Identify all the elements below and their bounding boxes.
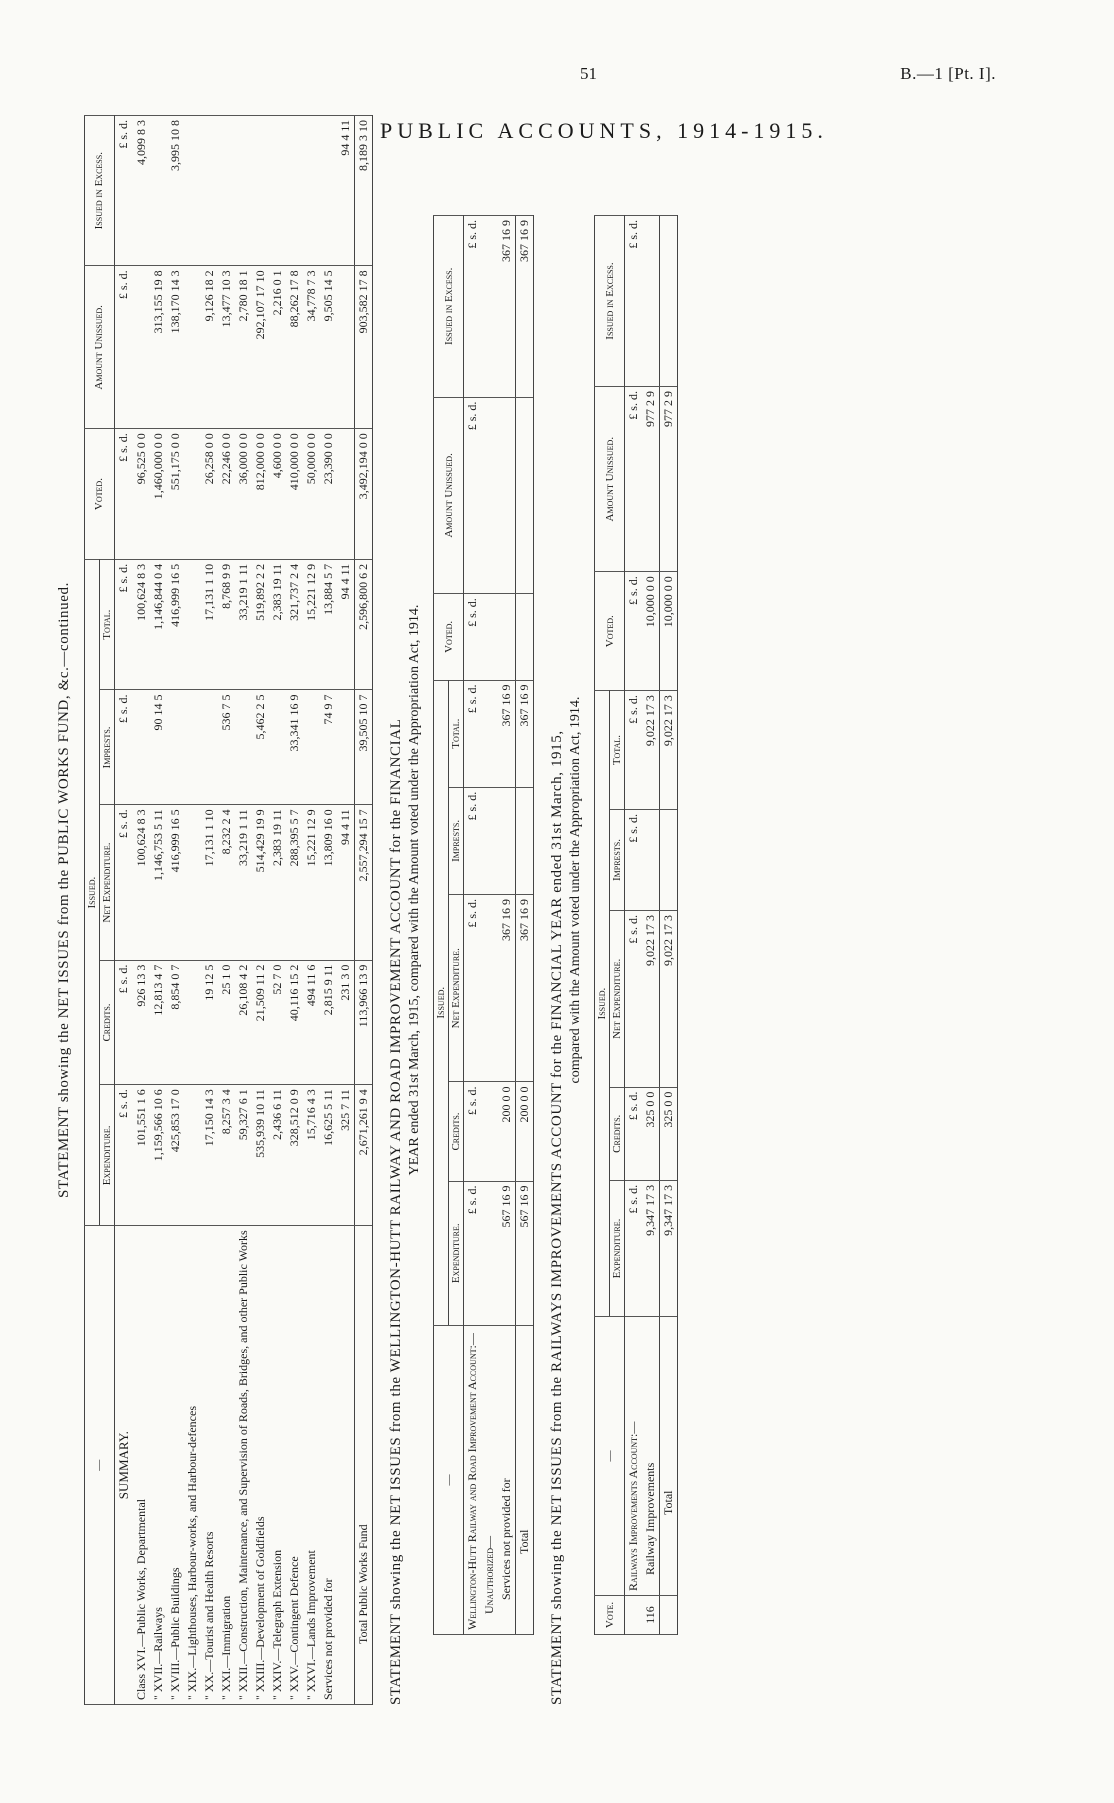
railways-improvements-table: Vote. — Issued. Voted. Amount Unissued. Issued in Excess. Expenditure. Credits. Net Expenditure. Imprests. Total. Railways Improvements Account:— £ s. d. £ s. d. £ s. d. £ s. d. £ s. d. £ s. d. £ s. d. £ s. d. 116 Railway Improvements 9,347 17 3 325 0 0 9,022 17 3 9,022 17 3 10,000 0 0 977 2 9 Total 9,347 17 3 325 0 0 9,022 17 3 9,022 17 3 10,000 0 0 977 2 9	[594, 215, 678, 1635]
statement2-title: STATEMENT showing the NET ISSUES from the WELLINGTON-HUTT RAILWAY AND ROAD IMPROVEMENT ACCOUNT for the FINANCIAL	[387, 718, 404, 1705]
net-expenditure-header: Net Expenditure.	[99, 805, 114, 960]
table-row: " XXV.—Contingent Defence 328,512 0 9 40,116 15 2 288,395 5 7 33,341 16 9 321,737 2 4 410,000 0 0 88,262 17 8	[286, 116, 303, 1705]
issued-header: Issued.	[84, 559, 99, 1226]
voted-header: Voted.	[84, 429, 114, 560]
unauthorized-label: Unauthorized—	[481, 1326, 498, 1635]
page-number: 51	[580, 64, 597, 83]
wellington-hutt-table: — Issued. Voted. Amount Unissued. Issued in Excess. Expenditure. Credits. Net Expenditure. Imprests. Total. Wellington-Hutt Railway and Road Improvement Account:— £ s. d. £ s. d. £ s. d. £ s. d. £ s. d. £ s. d. £ s. d. £ s. d. Unauthorized— Services not provided for 567 16 9 200 0 0 367 16 9 367 16 9 367 16 9 Total 567 16 9 200 0 0 367 16 9 367 16 9 367 16 9	[433, 215, 534, 1635]
table-row: " XIX.—Lighthouses, Harbour-works, and Harbour-defences	[184, 116, 201, 1705]
table-row: " XXVI.—Lands Improvement 15,716 4 3 494 11 6 15,221 12 9 15,221 12 9 50,000 0 0 34,778 7 3	[303, 116, 320, 1705]
account-label: Railways Improvements Account:—	[625, 1317, 643, 1596]
statement3-subtitle: compared with the Amount voted under the Appropriation Act, 1914.	[567, 696, 583, 1084]
unissued-header: Amount Unissued.	[84, 266, 114, 429]
table-row: " XXI.—Immigration 8,257 3 4 25 1 0 8,232 2 4 536 7 5 8,768 9 9 22,246 0 0 13,477 10 3	[218, 116, 235, 1705]
total-row: Total 9,347 17 3 325 0 0 9,022 17 3 9,022 17 3 10,000 0 0 977 2 9	[660, 216, 678, 1635]
table-row: 116 Railway Improvements 9,347 17 3 325 0 0 9,022 17 3 9,022 17 3 10,000 0 0 977 2 9	[642, 216, 660, 1635]
total-row: Total Public Works Fund 2,671,261 9 4 113,966 13 9 2,557,294 15 7 39,505 10 7 2,596,800 6 2 3,492,194 0 0 903,582 17 8 8,189 3 10	[354, 116, 372, 1705]
imprests-header: Imprests.	[99, 690, 114, 805]
table-row: " XXIII.—Development of Goldfields 535,939 10 11 21,509 11 2 514,429 19 9 5,462 2 5 519,892 2 2 812,000 0 0 292,107 17 10	[252, 116, 269, 1705]
statement2-subtitle: YEAR ended 31st March, 1915, compared with the Amount voted under the Appropriation Act, 1914.	[406, 604, 422, 1176]
table-row: Class XVI.—Public Works, Departmental 101,551 1 6 926 13 3 100,624 8 3 100,624 8 3 96,525 0 0 4,099 8 3	[133, 116, 150, 1705]
excess-header: Issued in Excess.	[84, 116, 114, 266]
account-label: Wellington-Hutt Railway and Road Improvement Account:—	[464, 1326, 482, 1635]
expenditure-header: Expenditure.	[99, 1085, 114, 1226]
summary-heading: SUMMARY.	[114, 1226, 133, 1705]
table-row: " XVIII.—Public Buildings 425,853 17 0 8,854 0 7 416,999 16 5 416,999 16 5 551,175 0 0 138,170 14 3 3,995 10 8	[167, 116, 184, 1705]
statement3-title: STATEMENT showing the NET ISSUES from the RAILWAYS IMPROVEMENTS ACCOUNT for the FINANCIAL YEAR ended 31st March, 1915,	[549, 730, 565, 1705]
description-header: —	[84, 1226, 114, 1705]
page-title: PUBLIC ACCOUNTS, 1914-1915.	[380, 118, 828, 143]
vote-header: Vote.	[595, 1596, 625, 1635]
document-reference: B.—1 [Pt. I].	[900, 64, 996, 83]
table-row: Services not provided for 567 16 9 200 0 0 367 16 9 367 16 9 367 16 9	[498, 216, 516, 1635]
table-row: Services not provided for 16,625 5 11 2,815 9 11 13,809 16 0 74 9 7 13,884 5 7 23,390 0 0 9,505 14 5	[320, 116, 337, 1705]
public-works-table: — Issued. Voted. Amount Unissued. Issued in Excess. Expenditure. Credits. Net Expenditure. Imprests. Total. SUMMARY. £ s. d. £ s. d. £ s. d. £ s. d. £ s. d. £ s. d. £ s. d. £ s. d. Class XVI.—Public Works, Departmental 101,551 1 6 926 13 3 100,624 8 3 100,624 8 3 96,525 0 0 4,099 8 3 " XVII.—Railways 1,159,566 10 6 12,813 4 7 1,146,753 5 11 90 14 5 1,146,844 0 4 1,460,000 0 0 313,155 19 8 " XVIII.—Public Buildings 425,853 17 0 8,854 0 7 416,999 16 5 416,999 16 5 551,175 0 0 138,170 14 3 3,995 10 8 " XIX.—Lighthouses, Harbour-works, and Harbour-defences " XX.—Tourist and Health Resorts 17,150 14 3 19 12 5 17,131 1 10 17,131 1 10 26,258 0 0 9,126 18 2 " XXI.—Immigration 8,257 3 4 25 1 0 8,232 2 4 536 7 5 8,768 9 9 22,246 0 0 13,477 10 3 " XXII.—Construction, Maintenance, and Supervision of Roads, Bridges, and other Public Works 59,327 6 1 26,108 4 2 33,219 1 11 33,219 1 11 36,000 0 0 2,780 18 1 " XXIII.—Development of Goldfields 535,939 10 11 21,509 11 2 514,429 19 9 5,462 2 5 519,892 2 2 812,000 0 0 292,107 17 10 " XXIV.—Telegraph Extension 2,436 6 11 52 7 0 2,383 19 11 2,383 19 11 4,600 0 0 2,216 0 1 " XXV.—Contingent Defence 328,512 0 9 40,116 15 2 288,395 5 7 33,341 16 9 321,737 2 4 410,000 0 0 88,262 17 8 " XXVI.—Lands Improvement 15,716 4 3 494 11 6 15,221 12 9 15,221 12 9 50,000 0 0 34,778 7 3 Services not provided for 16,625 5 11 2,815 9 11 13,809 16 0 74 9 7 13,884 5 7 23,390 0 0 9,505 14 5 325 7 11 231 3 0 94 4 11 94 4 11 94 4 11 Total Public Works Fund 2,671,261 9 4 113,966 13 9 2,557,294 15 7 39,505 10 7 2,596,800 6 2 3,492,194 0 0 903,582 17 8 8,189 3 10	[84, 115, 373, 1705]
table-row: " XX.—Tourist and Health Resorts 17,150 14 3 19 12 5 17,131 1 10 17,131 1 10 26,258 0 0 9,126 18 2	[201, 116, 218, 1705]
rotated-content	[55, 65, 1095, 1715]
credits-header: Credits.	[99, 960, 114, 1085]
total-header: Total.	[99, 559, 114, 690]
table-row: " XVII.—Railways 1,159,566 10 6 12,813 4 7 1,146,753 5 11 90 14 5 1,146,844 0 4 1,460,000 0 0 313,155 19 8	[150, 116, 167, 1705]
total-row: Total 567 16 9 200 0 0 367 16 9 367 16 9 367 16 9	[516, 216, 534, 1635]
table-row: " XXIV.—Telegraph Extension 2,436 6 11 52 7 0 2,383 19 11 2,383 19 11 4,600 0 0 2,216 0 1	[269, 116, 286, 1705]
statement1-title: STATEMENT showing the NET ISSUES from the PUBLIC WORKS FUND, &c.—continued.	[56, 582, 72, 1198]
table-row: 325 7 11 231 3 0 94 4 11 94 4 11 94 4 11	[337, 116, 355, 1705]
table-row: " XXII.—Construction, Maintenance, and Supervision of Roads, Bridges, and other Public Works 59,327 6 1 26,108 4 2 33,219 1 11 33,219 1 11 36,000 0 0 2,780 18 1	[235, 116, 252, 1705]
